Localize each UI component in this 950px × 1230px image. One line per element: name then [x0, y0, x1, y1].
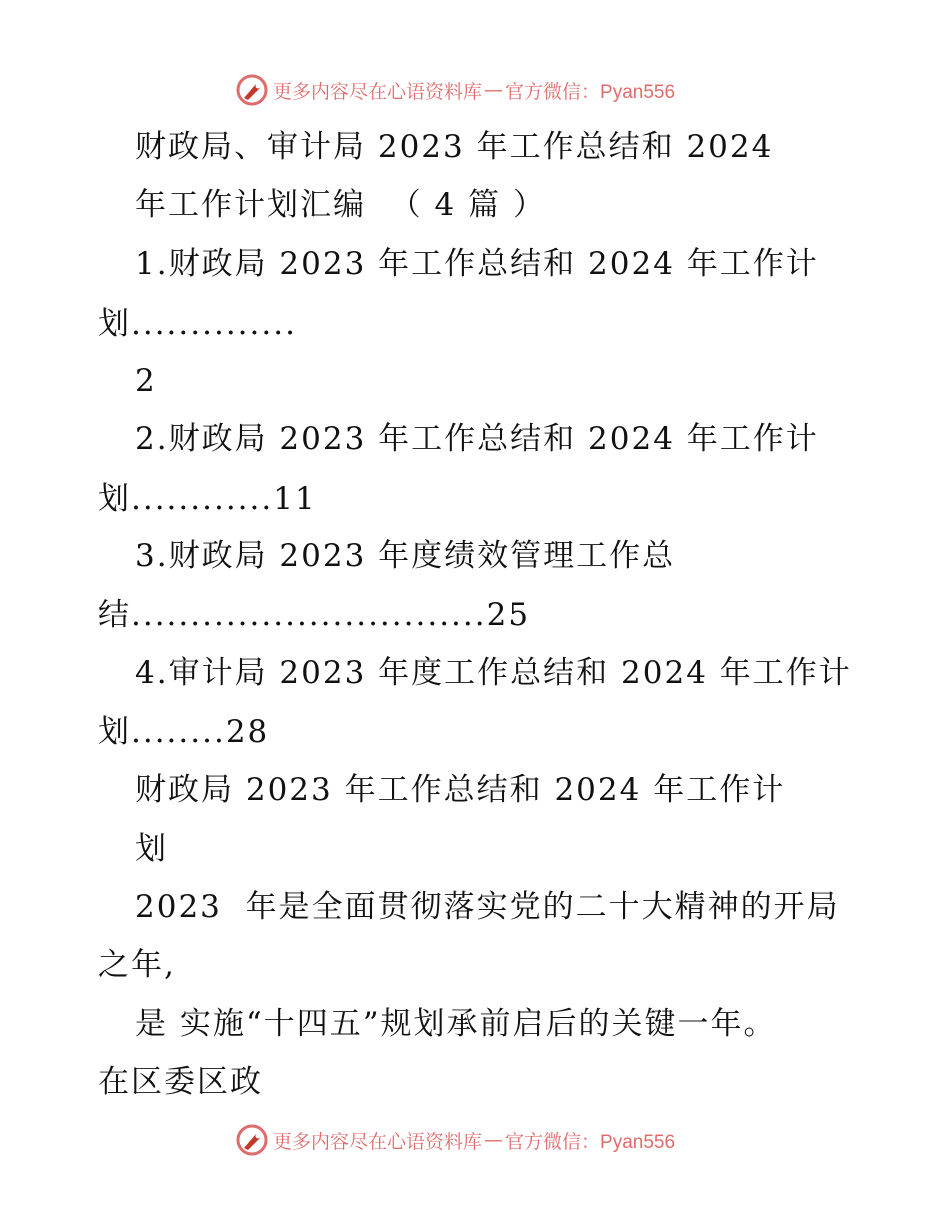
watermark-text: 更多内容尽在心语资料库 — [273, 80, 483, 103]
toc-entry-1-line-2[interactable]: 划.............. — [98, 306, 297, 342]
document-title-line-2: 年工作计划汇编 （ 4 篇 ） — [135, 187, 546, 223]
toc-entry-3-line-2[interactable]: 结..............................25 — [98, 597, 531, 633]
toc-entry-4-line-1[interactable]: 4.审计局 2023 年度工作总结和 2024 年工作计 — [135, 655, 852, 691]
toc-entry-3-line-1[interactable]: 3.财政局 2023 年度绩效管理工作总 — [135, 538, 676, 574]
section-heading-line-2: 划 — [135, 831, 168, 867]
body-paragraph-line-3: 是 实施“十四五”规划承前启后的关键一年。 — [135, 1006, 777, 1042]
toc-entry-2-line-1[interactable]: 2.财政局 2023 年工作总结和 2024 年工作计 — [135, 421, 819, 457]
watermark-contact: 官方微信：Pyan556 — [505, 81, 676, 103]
pen-nib-logo-icon — [235, 73, 269, 107]
toc-entry-1-line-1[interactable]: 1.财政局 2023 年工作总结和 2024 年工作计 — [135, 246, 819, 282]
body-paragraph-line-2: 之年, — [98, 947, 176, 983]
toc-entry-1-page: 2 — [135, 363, 157, 399]
toc-entry-4-line-2[interactable]: 划........28 — [98, 714, 270, 750]
body-paragraph-line-1: 2023 年是全面贯彻落实党的二十大精神的开局 — [135, 889, 840, 925]
watermark-text: 更多内容尽在心语资料库 — [273, 1130, 483, 1153]
section-heading-line-1: 财政局 2023 年工作总结和 2024 年工作计 — [135, 772, 786, 808]
watermark-contact: 官方微信：Pyan556 — [505, 1131, 676, 1153]
toc-entry-2-line-2[interactable]: 划............11 — [98, 481, 317, 517]
footer-watermark — [235, 1122, 675, 1158]
body-paragraph-line-4: 在区委区政 — [98, 1064, 263, 1100]
header-watermark — [235, 72, 675, 108]
pen-nib-logo-icon — [235, 1123, 269, 1157]
watermark-separator: — — [484, 79, 504, 101]
document-title-line-1: 财政局、审计局 2023 年工作总结和 2024 — [135, 129, 774, 165]
watermark-separator: — — [484, 1129, 504, 1151]
